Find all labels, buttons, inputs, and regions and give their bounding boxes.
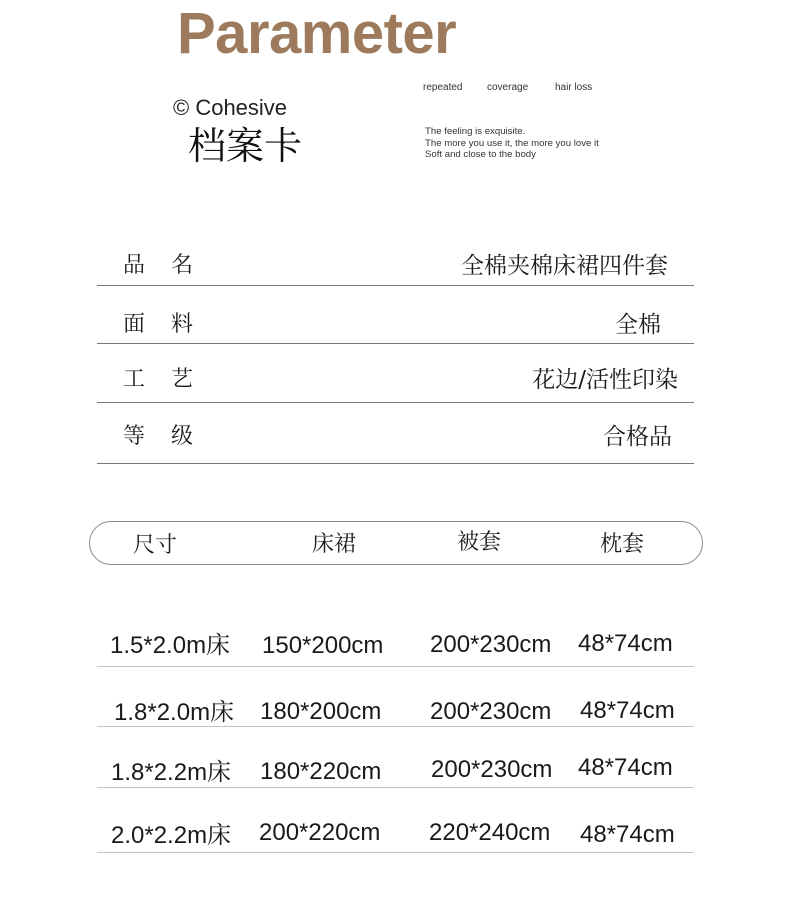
table-cell: 48*74cm (580, 821, 675, 848)
spec-divider (97, 285, 694, 286)
tagline-line: The feeling is exquisite. (425, 126, 526, 137)
table-cell: 200*220cm (259, 819, 381, 846)
table-cell: 1.8*2.2m床 (111, 759, 232, 786)
table-cell: 180*220cm (260, 758, 382, 785)
tag-coverage: coverage (487, 82, 529, 93)
spec-divider (97, 343, 694, 344)
table-cell: 180*200cm (260, 698, 382, 725)
page-subtitle: 档案卡 (188, 124, 303, 168)
tagline (425, 126, 599, 161)
spec-value-fabric: 全棉 (615, 312, 661, 338)
table-cell: 1.5*2.0m床 (110, 632, 231, 659)
tag-repeated: repeated (423, 82, 463, 93)
size-header-pillowcase: 枕套 (600, 532, 645, 557)
table-cell: 220*240cm (429, 819, 551, 846)
tagline-line: Soft and close to the body (425, 149, 536, 160)
spec-value-craft: 花边/活性印染 (532, 367, 678, 393)
spec-label-fabric: 面 料 (123, 312, 193, 337)
spec-divider (97, 463, 694, 464)
table-cell: 2.0*2.2m床 (111, 822, 232, 849)
table-cell: 200*230cm (431, 756, 553, 783)
table-cell: 150*200cm (262, 632, 384, 659)
size-header-size: 尺寸 (133, 533, 178, 558)
page-title: Parameter (177, 1, 457, 66)
table-cell: 200*230cm (430, 631, 552, 658)
table-cell: 1.8*2.0m床 (114, 699, 235, 726)
spec-label-grade: 等 级 (123, 424, 193, 449)
spec-value-grade: 合格品 (603, 424, 672, 450)
spec-value-name: 全棉夹棉床裙四件套 (461, 253, 668, 279)
table-cell: 48*74cm (578, 754, 673, 781)
spec-label-craft: 工 艺 (123, 367, 193, 392)
table-cell: 200*230cm (430, 698, 552, 725)
row-divider (97, 726, 694, 727)
spec-label-name: 品 名 (123, 253, 193, 278)
brand-name: © Cohesive (173, 95, 288, 120)
size-header-bed-skirt: 床裙 (312, 532, 357, 557)
row-divider (97, 852, 694, 853)
size-header-duvet-cover: 被套 (457, 530, 502, 555)
table-cell: 48*74cm (578, 630, 673, 657)
row-divider (97, 666, 694, 667)
tagline-line: The more you use it, the more you love it (425, 137, 599, 149)
row-divider (97, 787, 694, 788)
spec-divider (97, 402, 694, 403)
tag-hair-loss: hair loss (555, 82, 593, 93)
table-cell: 48*74cm (580, 697, 675, 724)
